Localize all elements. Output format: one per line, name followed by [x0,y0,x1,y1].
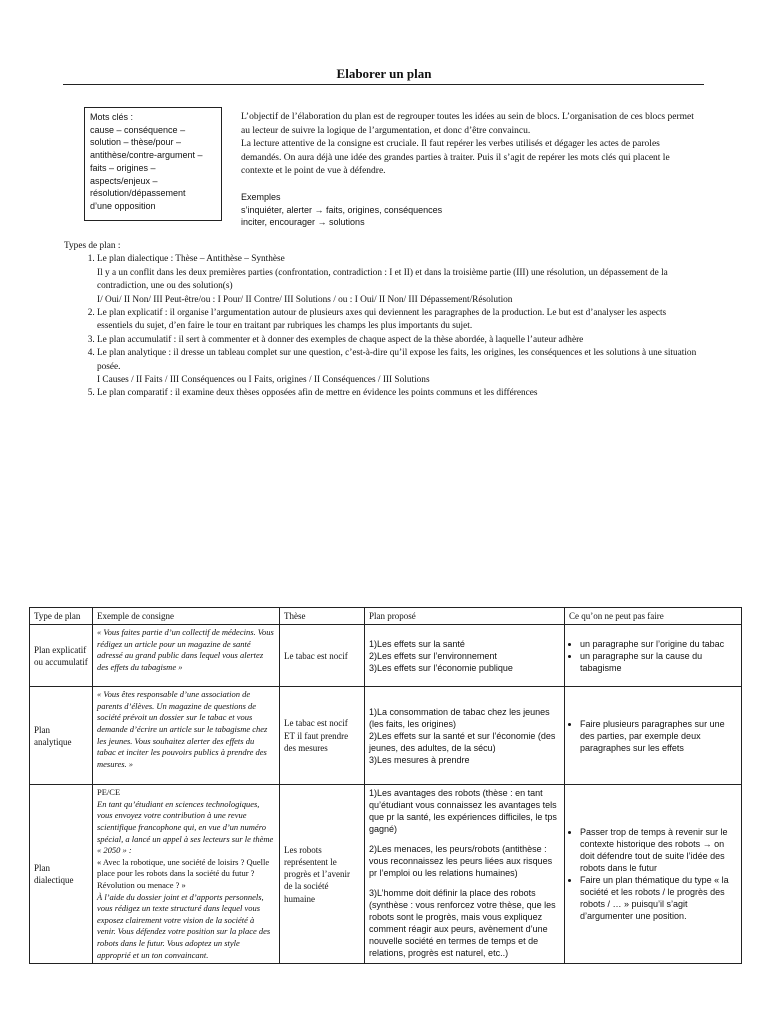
plan-type-title: 5. Le plan comparatif : il examine deux thèses opposées afin de mettre en évidence les points communs et les différences [97,388,538,399]
table-header-row [30,608,742,625]
plan-type-detail: I Causes / II Faits / III Conséquences ou I Faits, origines / II Conséquences / III Solutions [97,375,430,386]
table-row [30,687,742,785]
consigne-cell [93,625,280,687]
cant-item: • un paragraphe sur l’origine du tabac [580,638,737,650]
plan-line: 3)Les effets sur l’économie publique [369,662,513,673]
keywords-line: faits – origines – [90,162,156,173]
intro-paragraph-1: L’objectif de l’élaboration du plan est de regrouper toutes les idées au sein de blocs. L’organisation de ces blocs permet au lecteur de suivre la logique de l’argumentation, et donc d’être convaincu. [241,112,694,136]
these-cell: Le tabac est nocif ET il faut prendre des mesures [280,687,365,785]
plan-cell [365,687,565,785]
keywords-line: d’une opposition [90,200,156,211]
keywords-line: solution – thèse/pour – [90,137,182,148]
column-header: Thèse [280,608,365,625]
plan-type-title: 3. Le plan accumulatif : il sert à commenter et à donner des exemples de chaque aspect de la thèse abordée, à laquelle l’auteur adhère [97,334,584,345]
plan-type-detail: Il y a un conflit dans les deux premières parties (confrontation, contradiction : I et II) et dans la troisième partie (III) une résolution, un dépassement de la contradiction, une ou des solution(s) [97,267,668,292]
plan-line: 2)Les effets sur l’environnement [369,650,497,661]
plan-type-cell: Plan dialectique [30,785,93,964]
consigne-cell [93,687,280,785]
plan-line: 3)Les mesures à prendre [369,754,470,765]
plan-spacer [369,835,560,843]
intro-text [241,111,701,179]
plan-types-section [64,240,704,401]
examples-heading: Exemples [241,192,281,202]
these-cell: Les robots représentent le progrès et l’avenir de la société humaine [280,785,365,964]
plan-types-list [64,253,704,400]
keywords-line: résolution/dépassement [90,188,186,199]
column-header: Plan proposé [365,608,565,625]
cant-list [569,826,737,922]
plan-cell [365,785,565,964]
keywords-line: Mots clés : [90,112,134,122]
plan-cell [365,625,565,687]
examples-line-2: inciter, encourager → solutions [241,217,365,228]
examples-line-1: s’inquiéter, alerter → faits, origines, conséquences [241,204,443,215]
cant-item: • un paragraphe sur la cause du tabagisme [580,650,737,674]
consigne-text: « Vous êtes responsable d’une association de parents d’élèves. Un magazine de questions de société prévoit un dossier sur le tabac et vous demande d’écrire un article sur le tabagisme chez les jeunes. Vous souhaitez alerter des effets du tabac et inciter les pouvoirs publics à prendre des mesures. » [97,689,268,769]
plan-type-item [97,307,704,334]
examples-block [241,191,701,229]
keywords-box [84,107,222,221]
cant-list [569,638,737,674]
consigne-question: « Avec la robotique, une société de loisirs ? Quelle place pour les robots dans la société du futur ? Révolution ou menace ? » [97,856,270,891]
plan-line: 1)La consommation de tabac chez les jeunes (les faits, les origines) [369,706,550,729]
plan-type-title: 4. Le plan analytique : il dresse un tableau complet sur une question, c’est-à-dire qu’il expose les faits, les origines, les conséquences et les solutions à une situation posée. [97,348,697,372]
plan-line: 2)Les menaces, les peurs/robots (antithèse : vous reconnaissez les peurs liées aux risques pr l’emploi ou les relations humaines) [369,844,553,879]
plan-type-detail: I/ Oui/ II Non/ III Peut-être/ou : I Pour/ II Contre/ III Solutions / ou : I Oui/ II Non/ III Dépassement/Résolution [97,294,513,305]
consigne-text: En tant qu’étudiant en sciences technologiques, vous envoyez votre contribution à une revue scientifique francophone qui, en vue d’un numéro spécial, a lancé un appel à ses lecteurs sur le thème « 2050 » : [97,798,274,856]
table-row [30,785,742,964]
consigne-head: PE/CE [97,787,121,798]
plan-types-heading: Types de plan : [64,241,121,251]
title-divider [63,84,704,85]
cant-cell [565,625,742,687]
plan-table [29,607,742,964]
plan-type-cell: Plan explicatif ou accumulatif [30,625,93,687]
plan-type-item [97,334,704,347]
cant-item: • Passer trop de temps à revenir sur le contexte historique des robots → on doit défendre tout de suite l’idée des robots dans le futur [580,826,737,874]
plan-line: 2)Les effets sur la santé et sur l’économie (des jeunes, des adultes, de la sécu) [369,730,556,753]
column-header: Type de plan [30,608,93,625]
consigne-text: « Vous faites partie d’un collectif de médecins. Vous rédigez un article pour un magazine de santé adressé au grand public dans lequel vous alertez des effets du tabagisme » [97,627,274,673]
these-cell: Le tabac est nocif [280,625,365,687]
plan-spacer [369,879,560,887]
column-header: Exemple de consigne [93,608,280,625]
table-row [30,625,742,687]
cant-item: • Faire plusieurs paragraphes sur une des parties, par exemple deux paragraphes sur les effets [580,718,737,754]
cant-list [569,718,737,754]
consigne-text: À l’aide du dossier joint et d’apports personnels, vous rédigez un texte structuré dans lequel vous exposez clairement votre vision de la société à venir. Vous défendez votre position sur la place des robots dans le futur. Vous adoptez un style approprié et un ton convaincant. [97,891,271,960]
plan-line: 1)Les avantages des robots (thèse : en tant qu’étudiant vous connaissez les avantages tels que pr la santé, les expériences difficiles, le tps gagné) [369,788,557,835]
keywords-line: antithèse/contre-argument – [90,150,203,161]
plan-type-item [97,253,704,307]
plan-type-item [97,387,704,400]
plan-line: 3)L’homme doit définir la place des robots (synthèse : vous renforcez votre thèse, que les robots sont le progrès, mais vous expliquez comment réagir aux peurs, avènement d’une nouvelle société en termes de temps et de relations, progrès est naturel, etc..) [369,888,556,959]
cant-item: • Faire un plan thématique du type « la société et les robots / le progrès des robots / … » puisqu’il s’agit d’argumenter une position. [580,874,737,922]
cant-cell [565,687,742,785]
intro-paragraph-2: La lecture attentive de la consigne est cruciale. Il faut repérer les verbes utilisés et dégager les actes de paroles demandés. On aura déjà une idée des grandes parties à traiter. Puis il s’agit de repérer les mots clés qui placent le contexte et le point de vue à défendre. [241,139,670,177]
column-header: Ce qu’on ne peut pas faire [565,608,742,625]
plan-type-title: 2. Le plan explicatif : il organise l’argumentation autour de plusieurs axes qui deviennent les paragraphes de la production. Le but est d’analyser les aspects essentiels du sujet, d’en faire le tour en traitant par rubriques les champs les plus importants du sujet. [97,308,667,332]
consigne-cell [93,785,280,964]
plan-line: 1)Les effets sur la santé [369,638,465,649]
keywords-line: aspects/enjeux – [90,175,158,186]
plan-type-title: 1. Le plan dialectique : Thèse – Antithèse – Synthèse [97,254,285,265]
page-title: Elaborer un plan [336,66,432,81]
keywords-line: cause – conséquence – [90,124,186,135]
plan-type-item [97,347,704,387]
plan-type-cell: Plan analytique [30,687,93,785]
cant-cell [565,785,742,964]
